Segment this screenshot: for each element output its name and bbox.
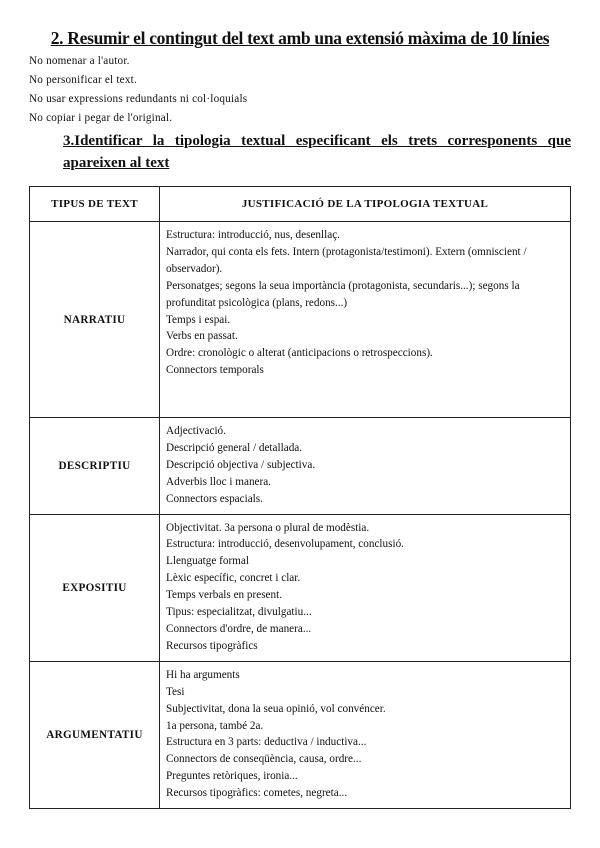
trait-line: Objectivitat. 3a persona o plural de modèstia. <box>166 521 370 534</box>
trait-line: Narrador, qui conta els fets. Intern (protagonista/testimoni). Extern (omniscient / observador). <box>166 245 527 275</box>
trait-line: Llenguatge formal <box>166 555 249 568</box>
note-item: No nomenar a l'autor. <box>29 55 130 67</box>
note-item: No usar expressions redundants ni col·loquials <box>29 93 248 105</box>
section-2-heading: 2. Resumir el contingut del text amb una extensió màxima de 10 línies <box>50 28 550 48</box>
note-item: No personificar el text. <box>29 74 137 86</box>
trait-line: Adverbis lloc i manera. <box>166 475 272 488</box>
table-row-narratiu <box>30 222 571 418</box>
section-3-heading: 3.Identificar la tipologia textual especificant els trets corresponents que apareixen al text <box>63 133 571 171</box>
trait-line: Recursos tipogràfics <box>166 639 258 652</box>
trait-line: Tipus: especialitzat, divulgatiu... <box>166 606 312 619</box>
summary-notes <box>29 52 247 128</box>
trait-line: Adjectivació. <box>166 425 226 437</box>
column-header-type: TIPUS DE TEXT <box>30 187 160 222</box>
justification-cell-argumentatiu <box>160 661 571 808</box>
table-row-descriptiu <box>30 418 571 515</box>
type-cell-narratiu: NARRATIU <box>30 222 160 418</box>
trait-line: Estructura: introducció, desenvolupament, conclusió. <box>166 538 404 551</box>
trait-line: Connectors espacials. <box>166 492 263 505</box>
table-header-row <box>30 187 571 222</box>
trait-line: Subjectivitat, dona la seua opinió, vol convéncer. <box>166 702 386 715</box>
trait-line: Connectors de conseqüència, causa, ordre... <box>166 753 362 766</box>
trait-line: Descripció objectiva / subjectiva. <box>166 458 316 471</box>
trait-line: 1a persona, també 2a. <box>166 719 264 732</box>
justification-cell-expositiu <box>160 514 571 661</box>
justification-cell-descriptiu <box>160 418 571 515</box>
trait-line: Estructura: introducció, nus, desenllaç. <box>166 229 340 241</box>
trait-line: Descripció general / detallada. <box>166 441 303 454</box>
text-typology-table <box>29 186 571 809</box>
trait-line: Temps verbals en present. <box>166 589 283 602</box>
trait-line: Tesi <box>166 685 185 698</box>
trait-line: Recursos tipogràfics: cometes, negreta... <box>166 787 348 800</box>
type-cell-argumentatiu: ARGUMENTATIU <box>30 661 160 808</box>
trait-line: Connectors temporals <box>166 364 264 377</box>
trait-line: Ordre: cronològic o alterat (anticipacions o retrospeccions). <box>166 347 433 360</box>
justification-cell-narratiu <box>160 222 571 418</box>
trait-line: Personatges; segons la seua importància (protagonista, secundaris...); segons la profunditat psicològica (plans, redons...) <box>166 279 520 309</box>
trait-line: Connectors d'ordre, de manera... <box>166 622 312 635</box>
type-cell-expositiu: EXPOSITIU <box>30 514 160 661</box>
trait-line: Temps i espai. <box>166 313 231 326</box>
table-row-argumentatiu <box>30 661 571 808</box>
trait-line: Verbs en passat. <box>166 330 238 343</box>
type-cell-descriptiu: DESCRIPTIU <box>30 418 160 515</box>
trait-line: Lèxic específic, concret i clar. <box>166 572 301 585</box>
trait-line: Hi ha arguments <box>166 668 240 681</box>
table-row-expositiu <box>30 514 571 661</box>
column-header-justification: JUSTIFICACIÓ DE LA TIPOLOGIA TEXTUAL <box>160 187 571 222</box>
trait-line: Preguntes retòriques, ironia... <box>166 770 298 783</box>
trait-line: Estructura en 3 parts: deductiva / inductiva... <box>166 736 367 749</box>
note-item: No copiar i pegar de l'original. <box>29 112 173 124</box>
